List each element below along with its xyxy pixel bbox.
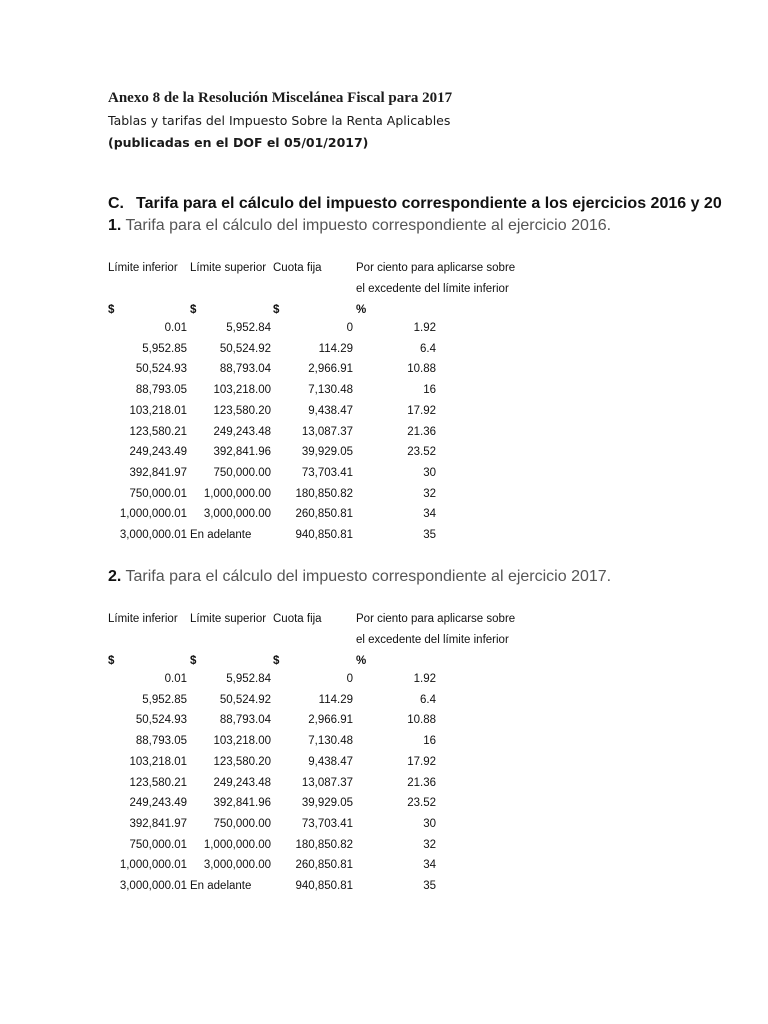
limite-superior-cell: En adelante bbox=[190, 529, 252, 541]
por-ciento-cell: 32 bbox=[423, 487, 436, 500]
limite-inferior-cell: 50,524.93 bbox=[135, 363, 187, 376]
limite-superior-cell: 249,243.48 bbox=[213, 425, 271, 438]
table-row bbox=[0, 694, 768, 714]
cuota-fija-cell: 13,087.37 bbox=[301, 776, 353, 789]
table-1-number: 1. bbox=[108, 217, 122, 234]
table-2-number: 2. bbox=[108, 568, 122, 585]
limite-inferior-cell: 249,243.49 bbox=[129, 446, 187, 459]
por-ciento-cell: 34 bbox=[423, 859, 436, 872]
table-row bbox=[0, 777, 768, 797]
table-row bbox=[0, 714, 768, 734]
limite-inferior-cell: 88,793.05 bbox=[135, 384, 187, 397]
por-ciento-cell: 16 bbox=[423, 384, 436, 397]
table-2-heading bbox=[108, 568, 611, 586]
limite-inferior-cell: 88,793.05 bbox=[135, 735, 187, 748]
table-row bbox=[0, 384, 768, 404]
cuota-fija-cell: 7,130.48 bbox=[308, 384, 353, 397]
limite-superior-cell: 123,580.20 bbox=[213, 755, 271, 768]
document-title: Anexo 8 de la Resolución Miscelánea Fiscal para 2017 bbox=[108, 90, 453, 106]
table-row bbox=[0, 859, 768, 879]
table-row bbox=[0, 735, 768, 755]
limite-inferior-cell: 1,000,000.01 bbox=[119, 859, 187, 872]
table-1-heading bbox=[108, 217, 611, 235]
limite-inferior-cell: 123,580.21 bbox=[129, 425, 187, 438]
limite-inferior-cell: 750,000.01 bbox=[129, 838, 187, 851]
limite-superior-cell: 3,000,000.00 bbox=[203, 508, 271, 521]
limite-inferior-cell: 123,580.21 bbox=[129, 776, 187, 789]
cuota-fija-cell: 9,438.47 bbox=[308, 755, 353, 768]
header-limite-superior: Límite superior bbox=[190, 613, 267, 625]
header-limite-inferior: Límite inferior bbox=[108, 262, 178, 274]
limite-superior-cell: 3,000,000.00 bbox=[203, 859, 271, 872]
table-2-title: Tarifa para el cálculo del impuesto correspondiente al ejercicio 2017. bbox=[125, 568, 612, 585]
limite-inferior-cell: 5,952.85 bbox=[142, 693, 187, 706]
limite-superior-cell: 88,793.04 bbox=[219, 714, 271, 727]
unit-cuota-fija: $ bbox=[273, 304, 280, 316]
limite-superior-cell: 392,841.96 bbox=[213, 797, 271, 810]
limite-inferior-cell: 103,218.01 bbox=[129, 404, 187, 417]
header-limite-superior: Límite superior bbox=[190, 262, 267, 274]
cuota-fija-cell: 940,850.81 bbox=[295, 880, 353, 892]
limite-superior-cell: 123,580.20 bbox=[213, 404, 271, 417]
por-ciento-cell: 35 bbox=[423, 880, 436, 892]
por-ciento-cell: 10.88 bbox=[407, 363, 436, 376]
cuota-fija-cell: 0 bbox=[346, 322, 353, 334]
cuota-fija-cell: 114.29 bbox=[318, 693, 353, 706]
limite-superior-cell: 50,524.92 bbox=[219, 693, 271, 706]
limite-superior-cell: 392,841.96 bbox=[213, 446, 271, 459]
limite-superior-cell: 103,218.00 bbox=[213, 735, 271, 748]
por-ciento-cell: 30 bbox=[423, 817, 436, 830]
limite-inferior-cell: 392,841.97 bbox=[129, 466, 187, 479]
cuota-fija-cell: 2,966.91 bbox=[308, 714, 353, 727]
unit-limite-superior: $ bbox=[190, 304, 197, 316]
table-row bbox=[0, 405, 768, 425]
limite-superior-cell: 5,952.84 bbox=[226, 673, 271, 685]
table-row bbox=[0, 673, 768, 693]
table-1-title: Tarifa para el cálculo del impuesto correspondiente al ejercicio 2016. bbox=[125, 217, 612, 234]
section-heading bbox=[108, 195, 722, 213]
limite-superior-cell: 249,243.48 bbox=[213, 776, 271, 789]
cuota-fija-cell: 39,929.05 bbox=[301, 446, 353, 459]
document-subtitle: Tablas y tarifas del Impuesto Sobre la Renta Aplicables bbox=[108, 113, 451, 128]
limite-superior-cell: 1,000,000.00 bbox=[203, 487, 271, 500]
limite-inferior-cell: 1,000,000.01 bbox=[119, 508, 187, 521]
section-title: Tarifa para el cálculo del impuesto correspondiente a los ejercicios 2016 y 20 bbox=[136, 195, 722, 212]
limite-superior-cell: 750,000.00 bbox=[213, 466, 271, 479]
limite-superior-cell: En adelante bbox=[190, 880, 252, 892]
table-row bbox=[0, 508, 768, 528]
table-row bbox=[0, 426, 768, 446]
table-row bbox=[0, 818, 768, 838]
header-por-ciento: Por ciento para aplicarse sobre bbox=[356, 613, 516, 625]
por-ciento-cell: 17.92 bbox=[407, 755, 436, 768]
por-ciento-cell: 17.92 bbox=[407, 404, 436, 417]
limite-inferior-cell: 3,000,000.01 bbox=[119, 529, 187, 541]
por-ciento-cell: 21.36 bbox=[407, 425, 436, 438]
table-row bbox=[0, 880, 768, 900]
header-cuota-fija: Cuota fija bbox=[273, 262, 322, 274]
unit-por-ciento: % bbox=[356, 655, 367, 667]
limite-inferior-cell: 0.01 bbox=[164, 322, 187, 334]
header-por-ciento-line2: el excedente del límite inferior bbox=[356, 634, 509, 646]
table-row bbox=[0, 529, 768, 549]
cuota-fija-cell: 114.29 bbox=[318, 342, 353, 355]
limite-inferior-cell: 3,000,000.01 bbox=[119, 880, 187, 892]
por-ciento-cell: 30 bbox=[423, 466, 436, 479]
limite-superior-cell: 5,952.84 bbox=[226, 322, 271, 334]
por-ciento-cell: 21.36 bbox=[407, 776, 436, 789]
por-ciento-cell: 6.4 bbox=[420, 342, 436, 355]
por-ciento-cell: 16 bbox=[423, 735, 436, 748]
header-cuota-fija: Cuota fija bbox=[273, 613, 322, 625]
header-por-ciento-line2: el excedente del límite inferior bbox=[356, 283, 509, 295]
limite-inferior-cell: 392,841.97 bbox=[129, 817, 187, 830]
por-ciento-cell: 1.92 bbox=[413, 322, 436, 334]
cuota-fija-cell: 73,703.41 bbox=[301, 466, 353, 479]
por-ciento-cell: 10.88 bbox=[407, 714, 436, 727]
limite-superior-cell: 50,524.92 bbox=[219, 342, 271, 355]
cuota-fija-cell: 0 bbox=[346, 673, 353, 685]
limite-superior-cell: 103,218.00 bbox=[213, 384, 271, 397]
cuota-fija-cell: 940,850.81 bbox=[295, 529, 353, 541]
unit-limite-inferior: $ bbox=[108, 655, 115, 667]
limite-superior-cell: 1,000,000.00 bbox=[203, 838, 271, 851]
por-ciento-cell: 34 bbox=[423, 508, 436, 521]
unit-limite-inferior: $ bbox=[108, 304, 115, 316]
cuota-fija-cell: 260,850.81 bbox=[295, 859, 353, 872]
limite-inferior-cell: 750,000.01 bbox=[129, 487, 187, 500]
por-ciento-cell: 1.92 bbox=[413, 673, 436, 685]
cuota-fija-cell: 73,703.41 bbox=[301, 817, 353, 830]
cuota-fija-cell: 2,966.91 bbox=[308, 363, 353, 376]
table-row bbox=[0, 488, 768, 508]
por-ciento-cell: 23.52 bbox=[407, 797, 436, 810]
limite-superior-cell: 88,793.04 bbox=[219, 363, 271, 376]
por-ciento-cell: 32 bbox=[423, 838, 436, 851]
unit-cuota-fija: $ bbox=[273, 655, 280, 667]
unit-por-ciento: % bbox=[356, 304, 367, 316]
table-row bbox=[0, 467, 768, 487]
table-row bbox=[0, 756, 768, 776]
limite-inferior-cell: 0.01 bbox=[164, 673, 187, 685]
cuota-fija-cell: 7,130.48 bbox=[308, 735, 353, 748]
por-ciento-cell: 35 bbox=[423, 529, 436, 541]
limite-superior-cell: 750,000.00 bbox=[213, 817, 271, 830]
limite-inferior-cell: 249,243.49 bbox=[129, 797, 187, 810]
cuota-fija-cell: 260,850.81 bbox=[295, 508, 353, 521]
table-row bbox=[0, 322, 768, 342]
cuota-fija-cell: 13,087.37 bbox=[301, 425, 353, 438]
section-letter: C. bbox=[108, 195, 124, 212]
publication-note: (publicadas en el DOF el 05/01/2017) bbox=[108, 135, 369, 150]
limite-inferior-cell: 50,524.93 bbox=[135, 714, 187, 727]
table-row bbox=[0, 839, 768, 859]
table-row bbox=[0, 343, 768, 363]
limite-inferior-cell: 5,952.85 bbox=[142, 342, 187, 355]
table-row bbox=[0, 446, 768, 466]
por-ciento-cell: 6.4 bbox=[420, 693, 436, 706]
table-row bbox=[0, 363, 768, 383]
header-por-ciento: Por ciento para aplicarse sobre bbox=[356, 262, 516, 274]
cuota-fija-cell: 180,850.82 bbox=[295, 838, 353, 851]
por-ciento-cell: 23.52 bbox=[407, 446, 436, 459]
limite-inferior-cell: 103,218.01 bbox=[129, 755, 187, 768]
cuota-fija-cell: 39,929.05 bbox=[301, 797, 353, 810]
table-row bbox=[0, 797, 768, 817]
header-limite-inferior: Límite inferior bbox=[108, 613, 178, 625]
cuota-fija-cell: 180,850.82 bbox=[295, 487, 353, 500]
cuota-fija-cell: 9,438.47 bbox=[308, 404, 353, 417]
unit-limite-superior: $ bbox=[190, 655, 197, 667]
